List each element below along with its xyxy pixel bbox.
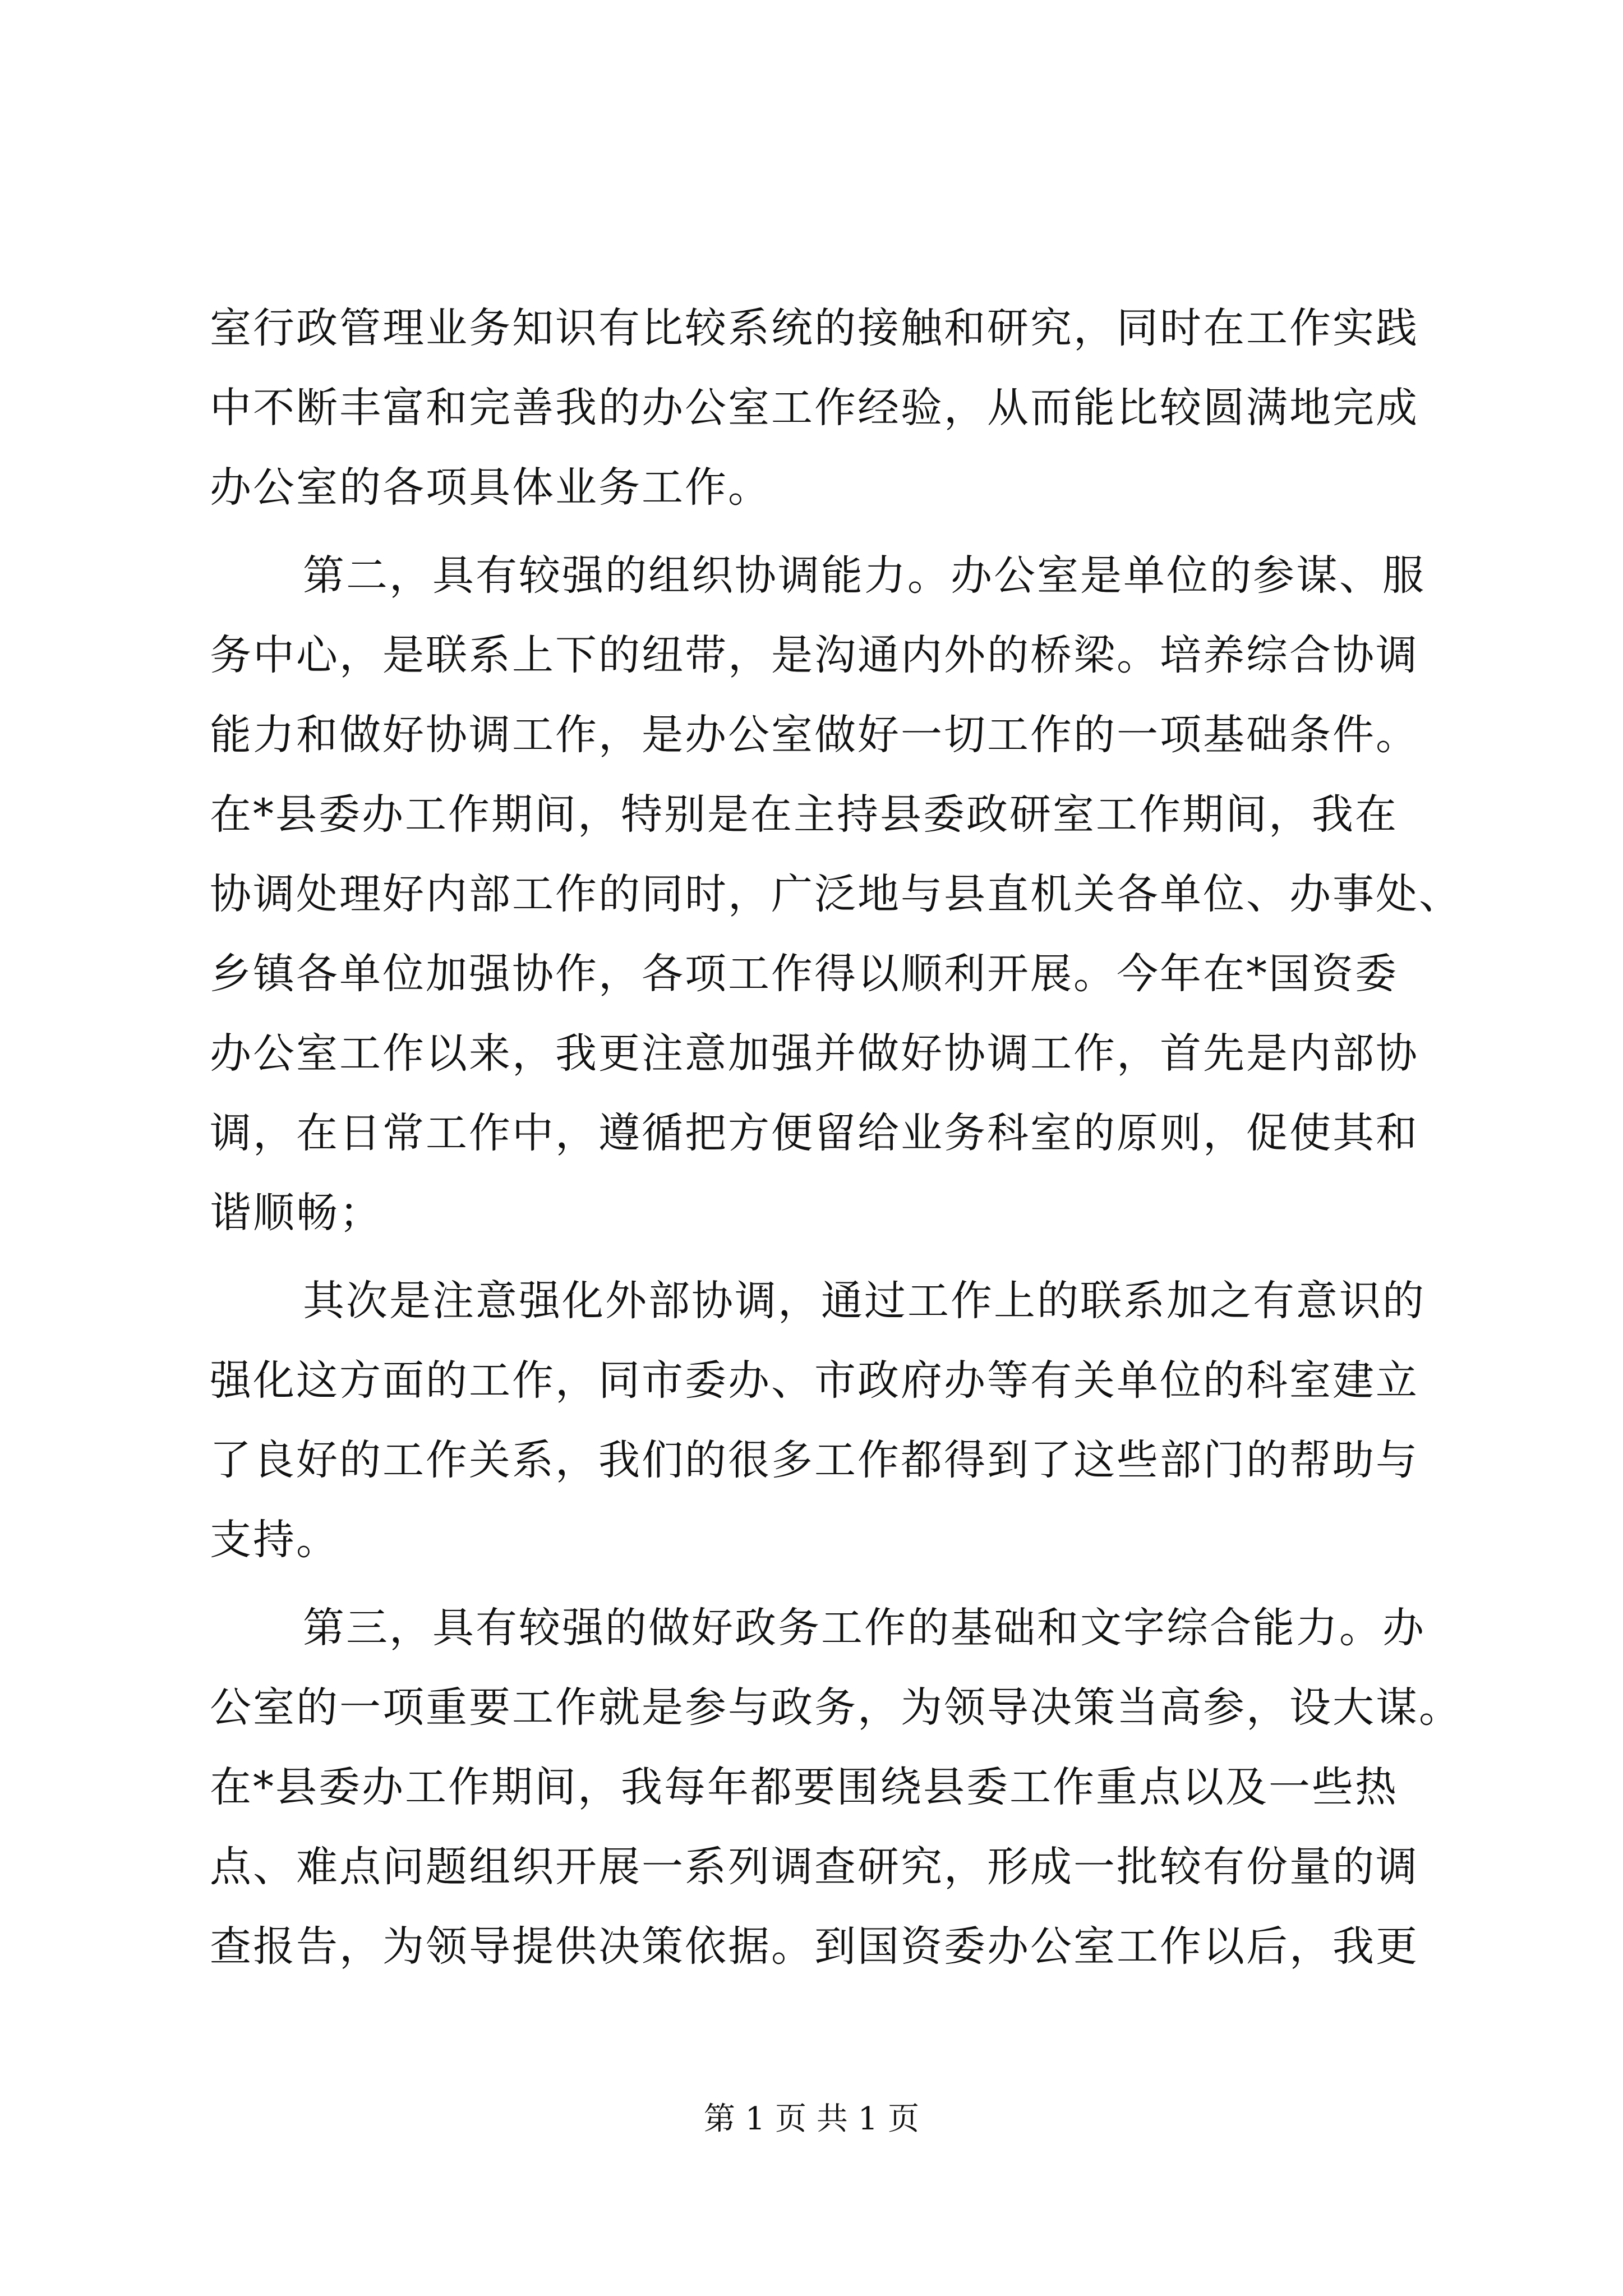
text-line: 支持。 (210, 1516, 339, 1564)
text-line: 公室的一项重要工作就是参与政务，为领导决策当高参，设大谋。 (210, 1683, 1462, 1732)
text-line: 查报告，为领导提供决策依据。到国资委办公室工作以后，我更 (210, 1922, 1419, 1971)
text-line: 协调处理好内部工作的同时，广泛地与县直机关各单位、办事处、 (210, 870, 1462, 918)
text-line: 室行政管理业务知识有比较系统的接触和研究，同时在工作实践 (210, 304, 1419, 352)
text-line: 调，在日常工作中，遵循把方便留给业务科室的原则，促使其和 (210, 1109, 1419, 1157)
text-line: 能力和做好协调工作，是办公室做好一切工作的一项基础条件。 (210, 711, 1419, 759)
text-line: 乡镇各单位加强协作，各项工作得以顺利开展。今年在*国资委 (210, 950, 1398, 998)
text-line: 了良好的工作关系，我们的很多工作都得到了这些部门的帮助与 (210, 1436, 1419, 1484)
text-line: 谐顺畅； (210, 1189, 382, 1237)
text-line: 中不断丰富和完善我的办公室工作经验，从而能比较圆满地完成 (210, 384, 1419, 432)
paragraph-start-line: 第二，具有较强的组织协调能力。办公室是单位的参谋、服 (303, 551, 1426, 600)
text-line: 办公室的各项具体业务工作。 (210, 463, 771, 512)
text-line: 强化这方面的工作，同市委办、市政府办等有关单位的科室建立 (210, 1356, 1419, 1405)
text-line: 在*县委办工作期间，我每年都要围绕县委工作重点以及一些热 (210, 1763, 1398, 1811)
page-footer: 第 1 页 共 1 页 (703, 2101, 920, 2137)
paragraph-start-line: 其次是注意强化外部协调，通过工作上的联系加之有意识的 (303, 1277, 1426, 1325)
text-line: 务中心，是联系上下的纽带，是沟通内外的桥梁。培养综合协调 (210, 631, 1419, 679)
paragraph-start-line: 第三，具有较强的做好政务工作的基础和文字综合能力。办 (303, 1604, 1426, 1652)
text-line: 在*县委办工作期间，特别是在主持县委政研室工作期间，我在 (210, 790, 1398, 839)
text-line: 办公室工作以来，我更注意加强并做好协调工作，首先是内部协 (210, 1029, 1419, 1078)
text-line: 点、难点问题组织开展一系列调查研究，形成一批较有份量的调 (210, 1843, 1419, 1891)
